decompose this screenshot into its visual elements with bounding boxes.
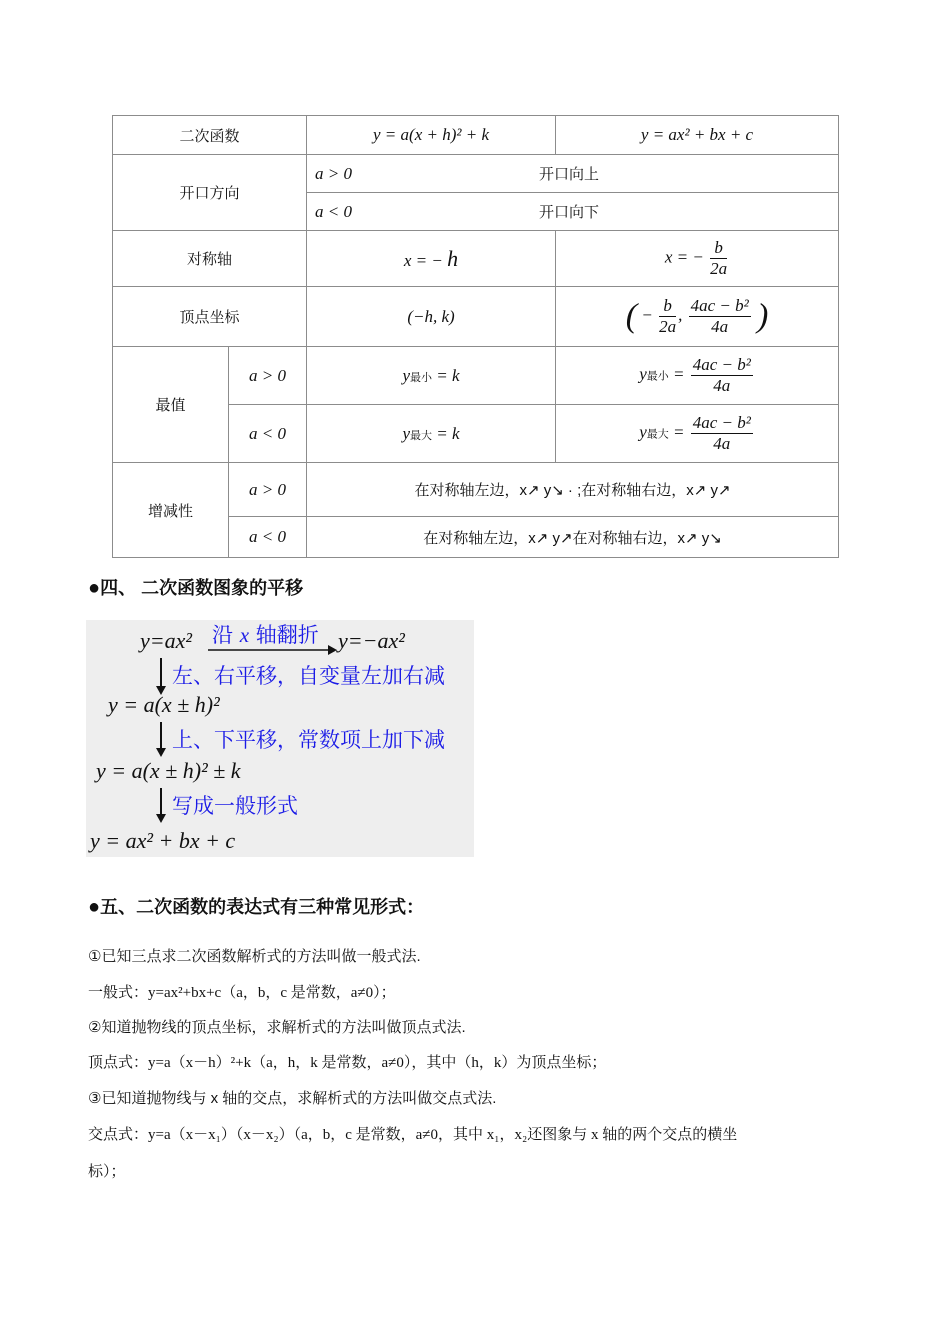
denominator: 2a <box>710 259 728 278</box>
table-row <box>113 287 839 347</box>
extreme-general-min: y最小 = $\frac{\text{4ac − b²}}{4a}$ <box>556 347 839 405</box>
paragraph: 一般式：y=ax²+bx+c（a，b，c 是常数，a≠0）； <box>88 985 396 1001</box>
formula: y=−ax² <box>338 628 405 653</box>
rhs: = k <box>436 365 460 385</box>
opening-label: 开口方向 <box>113 155 307 231</box>
fraction <box>691 413 753 454</box>
section-title: 四、 二次函数图象的平移 <box>100 578 304 598</box>
fraction <box>659 296 676 337</box>
monotonic-text: 在对称轴左边，x↗ y↗在对称轴右边，x↗ y↘ <box>307 517 839 558</box>
vertex-form-header: y = a(x + h)² + k <box>307 116 556 155</box>
axis-vertex-form <box>307 231 556 287</box>
monotonic-label: 增减性 <box>113 463 229 558</box>
bullet-icon: ● <box>88 896 101 918</box>
condition: a > 0 <box>229 347 307 405</box>
fraction <box>689 296 751 337</box>
arrow-label-var: x <box>239 623 250 647</box>
section-five-heading <box>88 893 424 919</box>
axis-prefix: x = − <box>403 250 443 270</box>
step-label: 写成一般形式 <box>172 794 298 818</box>
monotonic-text: 在对称轴左边，x↗ y↘ · ;在对称轴右边，x↗ y↗ <box>307 463 839 517</box>
subscript: 最大 <box>646 427 669 441</box>
translation-diagram <box>86 620 474 857</box>
denominator: 4a <box>713 434 731 453</box>
paragraph: 标）； <box>88 1164 126 1180</box>
condition: a < 0 <box>229 517 307 558</box>
paragraph: ③已知道抛物线与 x 轴的交点，求解析式的方法叫做交点式法. <box>88 1090 497 1107</box>
subscript: 最大 <box>410 428 433 442</box>
condition: a > 0 <box>315 163 352 183</box>
paragraph: 交点式：y=a（x－x₁）（x－x₂）（a，b，c 是常数，a≠0，其中 x₁，x₂还图象与 x 轴的两个交点的横坐 <box>88 1127 738 1143</box>
extreme-vertex-max: y最大 = k <box>307 405 556 463</box>
left-paren-icon: ( <box>625 297 638 335</box>
arrow-label-part: 轴翻折 <box>255 623 319 647</box>
arrow-head-icon <box>156 814 166 823</box>
table-row <box>113 347 839 405</box>
condition: a < 0 <box>315 201 352 221</box>
extreme-vertex-min: y最小 = k <box>307 347 556 405</box>
down-arrow-icon <box>160 722 162 750</box>
numerator: 4ac − b² <box>692 413 751 432</box>
denominator: 4a <box>713 376 731 395</box>
header-cell: 二次函数 <box>113 116 307 155</box>
opening-text: 开口向下 <box>539 204 600 221</box>
minus: − <box>641 305 653 325</box>
formula: y = a(x ± h)² ± k <box>96 758 241 783</box>
section-four-heading <box>88 574 303 600</box>
numerator: b <box>659 296 676 317</box>
arrow-label-part: 沿 <box>212 623 233 647</box>
opening-negative <box>307 192 838 230</box>
denominator: 4a <box>711 317 729 336</box>
table-row <box>113 231 839 287</box>
table-row <box>113 155 839 231</box>
numerator: 4ac − b² <box>690 296 749 315</box>
right-arrow-icon <box>206 644 338 656</box>
fraction <box>691 355 753 396</box>
table-row <box>113 463 839 517</box>
table-row <box>113 116 839 155</box>
formula: y=ax² <box>140 628 192 653</box>
quadratic-properties-table <box>112 115 839 558</box>
step-label: 上、下平移，常数项上加下减 <box>172 728 445 752</box>
formula: y = ax² + bx + c <box>90 828 236 853</box>
numerator: b <box>710 238 727 259</box>
general-form-header: y = ax² + bx + c <box>556 116 839 155</box>
paragraph: 顶点式：y=a（x－h）²+k（a，h，k 是常数，a≠0），其中（h，k）为顶点坐标； <box>88 1055 607 1071</box>
step-label: 左、右平移，自变量左加右减 <box>172 664 445 688</box>
paragraph: ②知道抛物线的顶点坐标，求解析式的方法叫做顶点式法. <box>88 1019 466 1036</box>
right-paren-icon: ) <box>756 297 769 335</box>
down-arrow-icon <box>160 788 162 816</box>
axis-prefix: x = − <box>664 247 704 267</box>
condition: a > 0 <box>229 463 307 517</box>
fraction <box>710 238 727 279</box>
axis-general-form <box>556 231 839 287</box>
rhs: = k <box>436 423 460 443</box>
bullet-icon: ● <box>88 577 101 599</box>
vertex-vertex-form: (−h, k) <box>307 287 556 347</box>
axis-label: 对称轴 <box>113 231 307 287</box>
denominator: 2a <box>659 317 677 336</box>
section-title: 五、二次函数的表达式有三种常见形式： <box>100 897 425 917</box>
arrow-head-icon <box>156 748 166 757</box>
formula: y = a(x ± h)² <box>108 692 220 717</box>
numerator: 4ac − b² <box>692 355 751 374</box>
extreme-label: 最值 <box>113 347 229 463</box>
axis-var: h <box>447 245 459 271</box>
vertex-label: 顶点坐标 <box>113 287 307 347</box>
vertex-general-form: ( − $\frac{b}{2a}$ , $\frac{\text{4ac − b²}}{4a}$ ) <box>556 287 839 347</box>
subscript: 最小 <box>410 370 433 384</box>
opening-text: 开口向上 <box>539 166 600 183</box>
extreme-general-max: y最大 = $\frac{\text{4ac − b²}}{4a}$ <box>556 405 839 463</box>
down-arrow-icon <box>160 658 162 688</box>
opening-cell <box>307 155 839 231</box>
subscript: 最小 <box>646 369 669 383</box>
paragraph: ①已知三点求二次函数解析式的方法叫做一般式法. <box>88 948 421 965</box>
opening-positive <box>307 155 838 192</box>
condition: a < 0 <box>229 405 307 463</box>
